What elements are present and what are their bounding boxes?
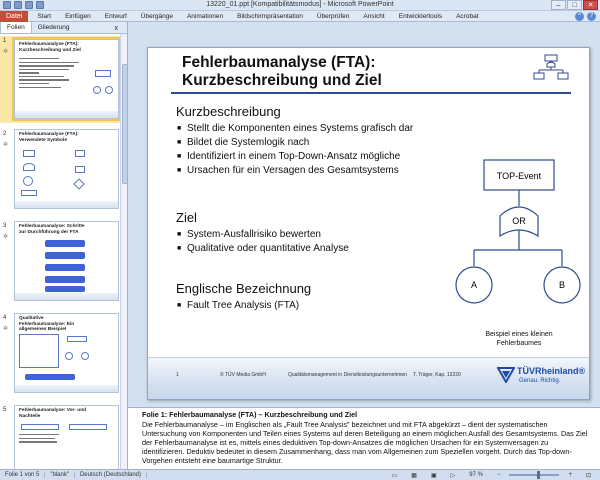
thumbnail-title: Qualitative Fehlerbaumanalyse: Ein allgemeines Beispiel	[19, 316, 75, 333]
event-b-label: B	[558, 280, 566, 290]
thumbnail-shape	[45, 240, 85, 247]
status-slide-indicator: Folie 1 von 5	[0, 472, 45, 478]
footer-course: Qualitätsmanagement in Dienstleistungsunternehmen	[288, 372, 407, 378]
thumbnail-shape	[21, 424, 59, 430]
caption-line: Beispiel eines kleinen	[485, 331, 553, 338]
thumbnail-shape	[95, 70, 111, 77]
animation-star-icon: ✲	[3, 142, 9, 148]
ribbon-tabs	[0, 11, 600, 22]
tab-file[interactable]: Datei	[0, 11, 28, 22]
or-gate-label: OR	[512, 216, 526, 226]
slide-number: 4	[3, 315, 7, 321]
tab-outline[interactable]: Gliederung	[37, 24, 70, 31]
bullet-item: ■ Stellt die Komponenten eines Systems grafisch dar	[177, 122, 413, 136]
thumbnail-footer	[15, 293, 118, 300]
bullet-list	[177, 299, 299, 313]
section-heading: Ziel	[176, 210, 197, 225]
window-title: 13220_01.ppt [Kompatibilitätsmodus] - Microsoft PowerPoint	[206, 1, 394, 8]
current-slide[interactable]	[147, 47, 590, 400]
thumbnail-shape	[45, 252, 85, 259]
thumbnail-shape	[75, 150, 85, 157]
slide-title[interactable]	[182, 54, 382, 90]
thumbnail-shape	[21, 190, 37, 196]
tab-developer[interactable]: Entwicklertools	[398, 12, 443, 20]
thumbnail-shape	[23, 176, 33, 186]
caption-line: Fehlerbaumes	[496, 340, 542, 347]
thumbnail-title: Fehlerbaumanalyse: Schritte zur Durchführung der FTA	[19, 224, 85, 235]
animation-star-icon: ✲	[3, 49, 9, 55]
notes-text: Die Fehlerbaumanalyse – im Englischen als „Fault Tree Analysis" bezeichnet und mit FTA abgekürzt – dient der systematischen Untersuchung von Komponenten und Teilen eines Systems auf deren Beteiligung an einem möglichen Ausfall des Gesamtsystems. Das Ziel der Fehlerbaumanalyse ist es, mittels eines deduktiven Top-down-Ansatzes die möglichen Ursachen für ein Systemversagen zu identifizieren. Deduktiv bedeutet in diesem Zusammenhang, dass man vom Allgemeinen zum Speziellen vorgeht. Durch das Top-down-Vorgehen entsteht eine baumartige Struktur.	[142, 420, 588, 465]
zoom-slider[interactable]	[509, 474, 559, 476]
thumbnail-shape	[23, 150, 35, 157]
slide-number: 3	[3, 223, 7, 229]
slide-footer	[148, 357, 589, 399]
tab-insert[interactable]: Einfügen	[65, 12, 91, 20]
zoom-in-icon[interactable]: +	[568, 472, 572, 478]
thumbnail-shape	[65, 352, 73, 360]
footer-page-number: 1	[176, 372, 179, 378]
tab-design[interactable]: Entwurf	[104, 12, 127, 20]
fault-tree-diagram	[454, 158, 584, 348]
thumbnail-footer	[15, 111, 118, 118]
event-a-label: A	[470, 280, 478, 290]
thumbnail-shape	[23, 163, 35, 171]
tab-slides[interactable]: Folien	[0, 22, 32, 33]
fit-to-window-icon[interactable]: ⊡	[585, 472, 591, 479]
thumbnail-shape	[73, 178, 84, 189]
tab-review[interactable]: Überprüfen	[316, 12, 350, 20]
slide-title-line: Fehlerbaumanalyse (FTA):	[182, 54, 376, 71]
thumbnail-shape	[25, 374, 75, 380]
title-bar	[0, 0, 600, 11]
zoom-percentage[interactable]: 97 %	[469, 472, 483, 478]
slides-pane	[0, 22, 128, 469]
notes-heading: Folie 1: Fehlerbaumanalyse (FTA) – Kurzbeschreibung und Ziel	[142, 410, 358, 419]
status-theme: "blank"	[45, 472, 75, 478]
bullet-list	[177, 228, 349, 256]
bullet-continuation-text: Ursachen für ein Versagen des Gesamtsystems	[187, 165, 399, 176]
bullet-list	[177, 122, 413, 178]
slide-number: 5	[3, 407, 7, 413]
section-heading: Englische Bezeichnung	[176, 281, 312, 296]
thumbnail-preview	[14, 313, 119, 393]
brand-slogan: Genau. Richtig.	[519, 378, 561, 384]
slide-editing-area	[128, 22, 600, 407]
slides-pane-scrollbar[interactable]	[120, 34, 128, 469]
thumbnail-shape	[81, 352, 89, 360]
slide-title-line: Kurzbeschreibung und Ziel	[182, 72, 382, 89]
thumbnail-footer	[15, 201, 118, 208]
animation-star-icon: ✲	[3, 234, 9, 240]
bullet-item: ■ Fault Tree Analysis (FTA)	[177, 299, 299, 313]
thumbnail-title: Fehlerbaumanalyse (FTA): Kurzbeschreibung und Ziel	[19, 42, 81, 53]
tuv-rheinland-logo	[497, 363, 586, 393]
help-icon[interactable]: ?	[587, 12, 596, 21]
thumbnail-shape	[45, 286, 85, 292]
thumbnail-shape	[93, 86, 101, 94]
brand-name: TÜVRheinland®	[517, 366, 586, 376]
footer-author: T. Träger, Kap. 13220	[413, 372, 461, 378]
fault-tree-logo-icon	[531, 54, 571, 84]
bullet-continuation	[177, 164, 413, 178]
close-button[interactable]: ✕	[583, 0, 598, 10]
tab-transitions[interactable]: Übergänge	[140, 12, 173, 20]
maximize-button[interactable]: □	[567, 0, 582, 10]
top-event-label: TOP-Event	[496, 171, 542, 181]
thumbnail-shape	[45, 276, 85, 283]
slide-number: 2	[3, 131, 7, 137]
bullet-item: ■ System-Ausfallrisiko bewerten	[177, 228, 349, 242]
slide-sorter-icon[interactable]: ▦	[411, 472, 417, 479]
thumbnail-shape	[75, 166, 85, 173]
title-underline	[171, 92, 571, 94]
thumbnail-shape	[105, 86, 113, 94]
thumbnail-text-lines	[19, 58, 79, 90]
tab-acrobat[interactable]: Acrobat	[456, 12, 479, 20]
status-language[interactable]: Deutsch (Deutschland)	[75, 472, 147, 478]
normal-view-icon[interactable]: ▭	[391, 472, 398, 479]
thumbnail-shape	[67, 336, 87, 342]
thumbnail-shape	[19, 334, 59, 368]
diagram-caption	[454, 330, 584, 348]
thumbnail-shape	[45, 264, 85, 271]
tab-view[interactable]: Ansicht	[363, 12, 385, 20]
footer-copyright: © TÜV Media GmbH	[220, 372, 266, 378]
pane-close-button[interactable]: x	[114, 25, 118, 32]
notes-pane[interactable]	[128, 407, 600, 469]
tab-start[interactable]: Start	[37, 12, 52, 20]
thumbnail-text-lines	[19, 434, 79, 445]
tab-slideshow[interactable]: Bildschirmpräsentation	[237, 12, 303, 20]
bullet-item: ■ Qualitative oder quantitative Analyse	[177, 242, 349, 256]
zoom-slider-handle[interactable]	[537, 471, 540, 479]
pane-tabs	[0, 22, 127, 34]
thumbnail-title: Fehlerbaumanalyse (FTA): Verwendete Symbole	[19, 132, 79, 143]
thumbnail-footer	[15, 385, 118, 392]
ribbon-collapse-icon[interactable]: ^	[575, 12, 584, 21]
tab-animations[interactable]: Animationen	[186, 12, 224, 20]
zoom-out-icon[interactable]: −	[496, 472, 501, 478]
thumbnail-preview	[14, 221, 119, 301]
animation-star-icon: ✲	[3, 326, 9, 332]
reading-view-icon[interactable]: ▣	[430, 472, 437, 479]
slide-thumbnail-1[interactable]	[0, 36, 120, 123]
tuv-triangle-icon	[497, 367, 515, 383]
thumbnail-preview	[14, 405, 119, 469]
section-heading: Kurzbeschreibung	[176, 104, 281, 119]
slideshow-icon[interactable]: ▷	[450, 472, 456, 479]
thumbnail-title: Fehlerbaumanalyse: Vor- und Nachteile	[19, 408, 87, 419]
fault-tree-graphic	[454, 158, 584, 328]
thumbnail-preview	[14, 39, 119, 119]
bullet-item: ■ Identifiziert in einem Top-Down-Ansatz mögliche	[177, 150, 413, 164]
bullet-item: ■ Bildet die Systemlogik nach	[177, 136, 413, 150]
thumbnail-shape	[69, 424, 107, 430]
slide-number: 1	[3, 38, 7, 44]
minimize-button[interactable]: –	[551, 0, 566, 10]
thumbnail-preview	[14, 129, 119, 209]
status-bar	[0, 469, 600, 480]
